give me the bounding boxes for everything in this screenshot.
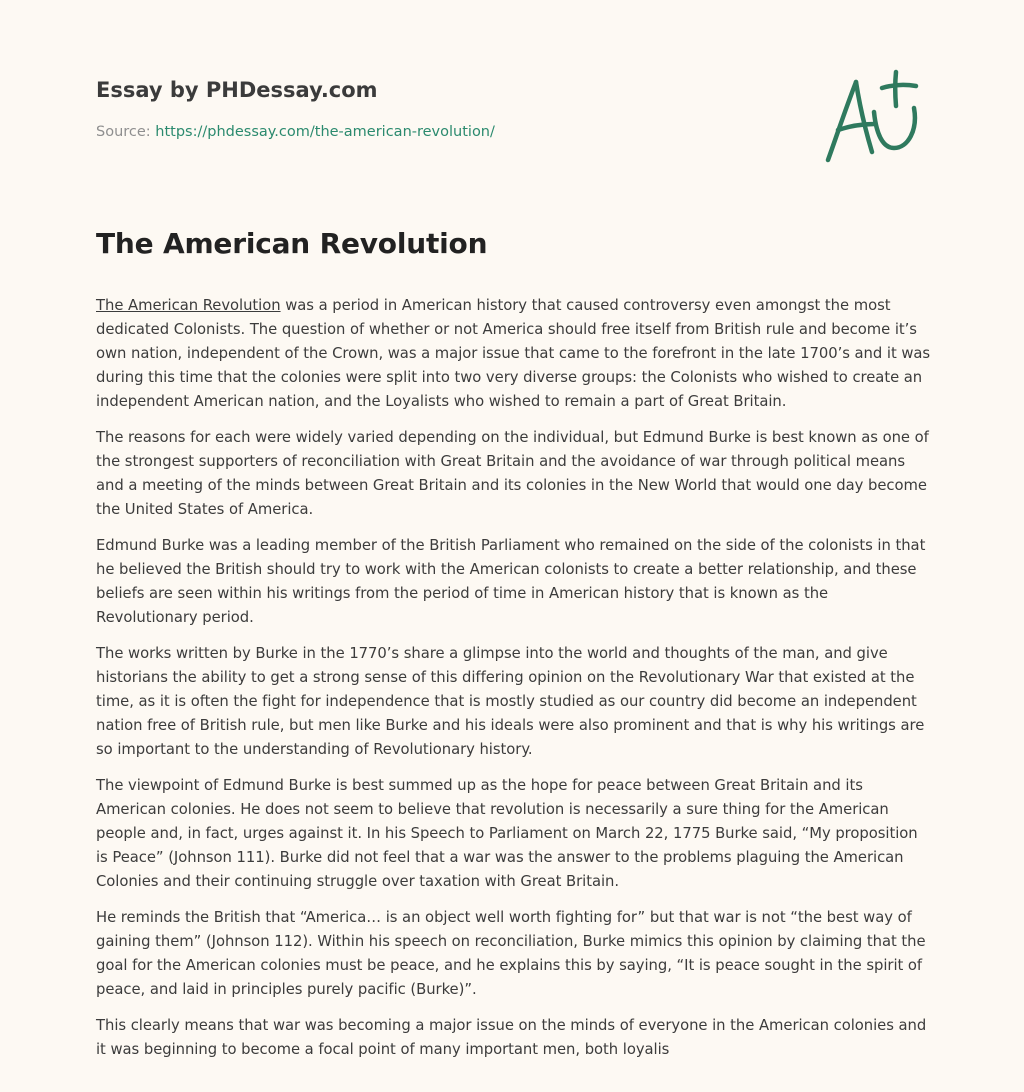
article-paragraph: This clearly means that war was becoming a major issue on the minds of everyone in the American colonies and it was beginning to become a focal point of many important men, both loyalis bbox=[96, 1017, 927, 1058]
article-paragraph: The works written by Burke in the 1770’s share a glimpse into the world and thoughts of the man, and give historians the ability to get a strong sense of this differing opinion on the Revolutionary War that existed at the time, as it is often the fight for independence that is mostly studied as our country did become an independent nation free of British rule, but men like Burke and his ideals were also prominent and that is why his writings are so important to the understanding of Revolutionary history. bbox=[96, 645, 925, 758]
site-title: Essay by PHDessay.com bbox=[96, 78, 378, 102]
article-title: The American Revolution bbox=[96, 227, 488, 260]
source-line bbox=[96, 122, 796, 142]
article-paragraph: The viewpoint of Edmund Burke is best summed up as the hope for peace between Great Britain and its American colonies. He does not seem to believe that revolution is necessarily a sure thing for the American people and, in fact, urges against it. In his Speech to Parliament on March 22, 1775 Burke said, “My proposition is Peace” (Johnson 111). Burke did not feel that a war was the answer to the problems plaguing the American Colonies and their continuing struggle over taxation with Great Britain. bbox=[96, 777, 918, 890]
page-header bbox=[96, 76, 796, 142]
article-paragraph: Edmund Burke was a leading member of the British Parliament who remained on the side of the colonists in that he believed the British should try to work with the American colonists to create a better relationship, and these beliefs are seen within his writings from the period of time in American history that is known as the Revolutionary period. bbox=[96, 537, 926, 626]
article bbox=[96, 224, 932, 1074]
lead-link[interactable]: The American Revolution bbox=[96, 297, 281, 314]
article-paragraph: He reminds the British that “America… is an object well worth fighting for” but that war is not “the best way of gaining them” (Johnson 112). Within his speech on reconciliation, Burke mimics this opinion by claiming that the goal for the American colonies must be peace, and he explains this by saying, “It is peace sought in the spirit of peace, and laid in principles purely pacific (Burke)”. bbox=[96, 909, 926, 998]
article-paragraph: The reasons for each were widely varied depending on the individual, but Edmund Burke is best known as one of the strongest supporters of reconciliation with Great Britain and the avoidance of war through political means and a meeting of the minds between Great Britain and its colonies in the New World that would one day become the United States of America. bbox=[96, 429, 929, 518]
source-label: Source: bbox=[96, 124, 151, 140]
paragraph-text: was a period in American history that caused controversy even amongst the most dedicated Colonists. The question of whether or not America should free itself from British rule and become it’s own nation, independent of the Crown, was a major issue that came to the forefront in the late 1700’s and it was during this time that the colonies were split into two very diverse groups: the Colonists who wished to create an independent American nation, and the Loyalists who wished to remain a part of Great Britain. bbox=[96, 297, 931, 410]
source-link[interactable]: https://phdessay.com/the-american-revolution/ bbox=[155, 124, 495, 140]
a-plus-logo-icon bbox=[822, 68, 928, 168]
article-paragraph bbox=[96, 294, 932, 414]
